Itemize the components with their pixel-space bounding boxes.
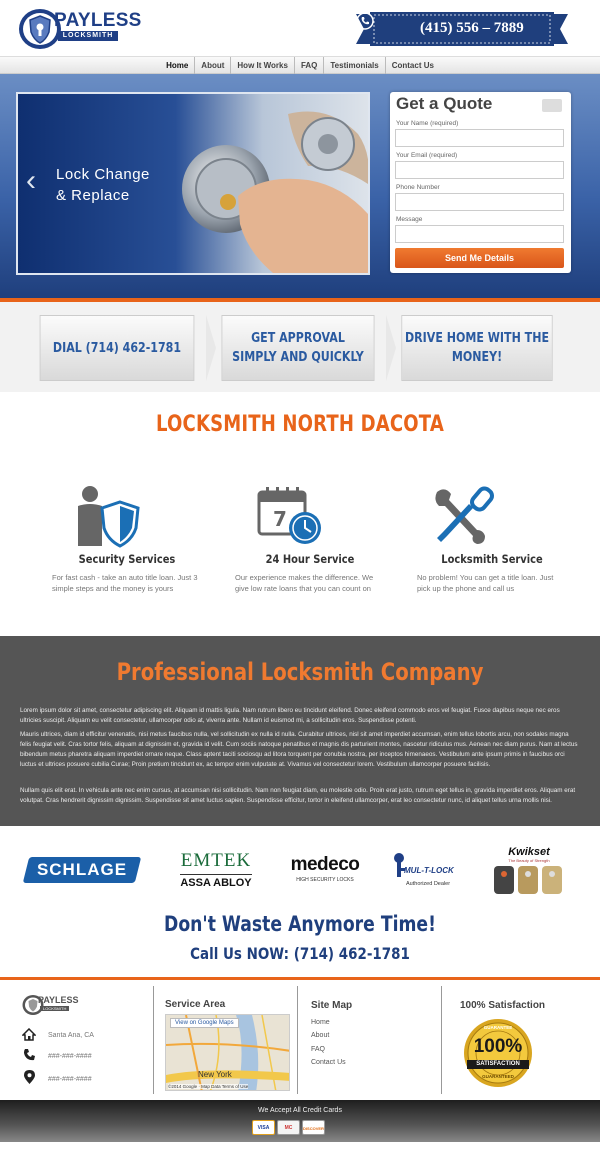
- slide-title-line2: & Replace: [56, 187, 130, 204]
- cta-headline: Don't Waste Anymore Time!: [164, 912, 436, 936]
- service-locksmith-title: Locksmith Service: [441, 552, 543, 566]
- professional-paragraph-1: Lorem ipsum dolor sit amet, consectetur adipiscing elit. Aliquam id mattis ligula. Nam rutrum libero eu tincidunt eleifend. Donec eleifend commodo eros vel feugiat. Fusce dapibus neque nec eros ultricies suscipit. Aliquam eu velit consectetur, ullamcorper odio at, viverra ante. Nullam id euismod mi, a sollicitudin eros. Suspendisse potenti.: [20, 707, 560, 724]
- svg-text:7: 7: [273, 507, 287, 531]
- badge-bottom-text: GUARANTEED: [482, 1074, 514, 1079]
- chat-bubble-icon: [542, 99, 562, 112]
- phone-input[interactable]: [395, 193, 564, 211]
- medeco-subtext: HIGH SECURITY LOCKS: [296, 877, 354, 883]
- step-approval-line2: SIMPLY AND QUICKLY: [232, 350, 364, 365]
- send-details-button[interactable]: Send Me Details: [395, 248, 564, 268]
- service-locksmith-text: No problem! You can get a title loan. Just pick up the phone and call us: [417, 573, 554, 593]
- step-approval-line1: GET APPROVAL: [251, 331, 345, 346]
- phone-banner[interactable]: [356, 12, 568, 46]
- footer-divider: [441, 986, 442, 1094]
- footer-logo[interactable]: [22, 994, 79, 1018]
- name-label: Your Name (required): [396, 120, 459, 127]
- step-drive-line2: MONEY!: [451, 350, 503, 365]
- services-title: LOCKSMITH NORTH DACOTA: [156, 412, 444, 437]
- medeco-logo[interactable]: [287, 854, 363, 888]
- slide-title: [56, 164, 150, 206]
- service-24-hour-text: Our experience makes the difference. We give low rate loans that you can count on: [235, 573, 374, 593]
- nav-faq[interactable]: FAQ: [295, 57, 324, 74]
- step-drive-home[interactable]: [401, 315, 552, 381]
- hero-slider[interactable]: [16, 92, 370, 275]
- brand-logos: [0, 826, 600, 910]
- step-approval[interactable]: [222, 315, 375, 381]
- kwikset-logo[interactable]: [490, 846, 568, 900]
- professional-title: Professional Locksmith Company: [116, 658, 484, 686]
- site-header: [0, 0, 600, 56]
- location-pin-icon: [24, 1070, 35, 1084]
- badge-top-text: GUARANTEE: [483, 1025, 513, 1030]
- slider-prev-arrow[interactable]: ‹: [26, 164, 36, 197]
- phone-icon: [23, 1048, 35, 1062]
- phone-icon: [356, 12, 374, 30]
- footer-divider: [153, 986, 154, 1094]
- view-google-maps-link[interactable]: View on Google Maps: [170, 1018, 239, 1028]
- service-security-text: For fast cash - take an auto title loan. Just 3 simple steps and the money is yours: [52, 573, 198, 593]
- credit-cards-label: We Accept All Credit Cards: [258, 1107, 342, 1114]
- step-chevron: [206, 315, 216, 381]
- emtek-text: EMTEK: [180, 850, 252, 871]
- header-phone-number: (415) 556 – 7889: [420, 20, 524, 36]
- email-input[interactable]: [395, 161, 564, 179]
- sitemap-contact-link[interactable]: Contact Us: [311, 1059, 346, 1066]
- name-input[interactable]: [395, 129, 564, 147]
- footer-logo-subtitle: LOCKSMITH: [40, 1006, 69, 1011]
- main-nav: [0, 56, 600, 74]
- mul-t-lock-logo[interactable]: [388, 852, 460, 892]
- assa-abloy-text: ASSA ABLOY: [180, 877, 252, 889]
- sitemap-title: Site Map: [311, 1000, 353, 1011]
- nav-about[interactable]: About: [195, 57, 231, 74]
- satisfaction-title: 100% Satisfaction: [460, 1000, 546, 1011]
- map-footer-text: ©2014 Google · Map Data Terms of Use: [168, 1084, 249, 1089]
- footer-logo-name: PAYLESS: [38, 995, 79, 1005]
- page-bottom-margin: [0, 1142, 600, 1162]
- footer-location: ###-###-####: [48, 1076, 92, 1083]
- mul-t-lock-subtext: Authorized Dealer: [406, 881, 451, 887]
- step-drive-line1: DRIVE HOME WITH THE: [404, 331, 550, 346]
- discover-card-icon: DISCOVER: [302, 1120, 325, 1135]
- schlage-text: SCHLAGE: [36, 860, 128, 879]
- mastercard-icon: MC: [277, 1120, 300, 1135]
- logo-subtitle: LOCKSMITH: [58, 31, 118, 41]
- kwikset-text: Kwikset: [508, 846, 550, 858]
- quote-title: Get a Quote: [396, 94, 493, 113]
- wrench-screwdriver-icon: [431, 486, 497, 546]
- nav-contact-us[interactable]: Contact Us: [391, 61, 434, 70]
- badge-sub-text: SATISFACTION: [467, 1060, 529, 1069]
- quote-form: [390, 92, 571, 273]
- mul-t-lock-text: MUL-T-LOCK: [404, 866, 454, 875]
- footer-phone: ###-###-####: [48, 1053, 92, 1060]
- footer-divider: [297, 986, 298, 1094]
- schlage-logo[interactable]: [23, 857, 141, 883]
- message-label: Message: [396, 216, 423, 223]
- badge-big-text: 100%: [473, 1036, 523, 1057]
- email-label: Your Email (required): [396, 152, 458, 159]
- satisfaction-badge: [463, 1018, 533, 1088]
- lock-hand-image: [168, 94, 370, 275]
- security-guard-icon: [72, 484, 140, 548]
- footer-address: Santa Ana, CA: [48, 1032, 94, 1039]
- service-area-map[interactable]: [165, 1014, 290, 1091]
- service-24-hour-title: 24 Hour Service: [265, 552, 355, 566]
- professional-section: [0, 636, 600, 826]
- cta-call-now[interactable]: Call Us NOW: (714) 462-1781: [190, 944, 410, 963]
- sitemap-faq-link[interactable]: FAQ: [311, 1046, 326, 1053]
- nav-how-it-works[interactable]: How It Works: [231, 57, 295, 74]
- step-dial-label: DIAL (714) 462-1781: [52, 340, 182, 356]
- step-dial[interactable]: [40, 315, 195, 381]
- visa-card-icon: VISA: [252, 1120, 275, 1135]
- steps-section: [0, 302, 600, 392]
- sitemap-home-link[interactable]: Home: [311, 1019, 330, 1026]
- kwikset-subtext: The Beauty of Strength: [508, 858, 550, 863]
- logo-name: PAYLESS: [54, 10, 142, 31]
- kwikset-locks-image: [494, 864, 566, 896]
- nav-home[interactable]: Home: [160, 57, 195, 74]
- emtek-logo[interactable]: [176, 850, 256, 894]
- service-security-title: Security Services: [78, 552, 176, 566]
- step-chevron: [386, 315, 396, 381]
- home-icon: [22, 1028, 36, 1041]
- phone-label: Phone Number: [396, 184, 440, 191]
- medeco-text: medeco: [290, 854, 360, 875]
- credit-card-bar: [0, 1100, 600, 1142]
- service-area-title: Service Area: [165, 999, 226, 1010]
- message-textarea[interactable]: [395, 225, 564, 243]
- logo[interactable]: [18, 7, 142, 51]
- calendar-clock-icon: [257, 486, 323, 546]
- professional-paragraph-2: Mauris ultrices, diam id efficitur venenatis, nisi metus faucibus nulla, vel sollicitudin ex nulla id nulla. Curabitur ultrices, nisl sit amet imperdiet accumsan, enim tellus lobortis arcu, non sodales magna felis feugiat velit. Cras tortor felis, aliquam at dignissim et, gravida id velit. Cum sociis natoque penatibus et magnis dis parturient montes, nascetur ridiculus mus. Aenean nec diam purus. Nam at lectus bibendum metus pharetra aliquam imperdiet ornare neque. Class aptent taciti sociosqu ad litora torquent per conubia nostra, per inceptos himenaeos. Vestibulum ante ipsum primis in faucibus orci luctus et ultrices posuere cubilia Curae; Proin pretium tincidunt ex, ac tempor enim vulputate at. Vivamus vel consectetur lorem. Vestibulum ullamcorper posuere facilisis.: [20, 731, 578, 768]
- nav-testimonials[interactable]: Testimonials: [324, 57, 385, 74]
- professional-paragraph-3: Nullam quis elit erat. In vehicula ante nec enim cursus, at accumsan nisi sollicitudin. Nam non feugiat diam, eu molestie odio. Proin erat justo, rutrum eget tellus in, gravida imperdiet eros. Aliquam erat volutpat. Cras hendrerit dignissim dignissim. Suspendisse sit amet luctus sapien. Suspendisse efficitur, tortor in eleifend ullamcorper, erat leo consectetur nunc, id aliquet tellus urna mollis nisi.: [20, 787, 576, 804]
- map-city-label: New York: [198, 1070, 232, 1079]
- sitemap-about-link[interactable]: About: [311, 1032, 330, 1039]
- site-footer: [0, 980, 600, 1100]
- slide-title-line1: Lock Change: [56, 166, 150, 183]
- emtek-divider: [180, 874, 252, 875]
